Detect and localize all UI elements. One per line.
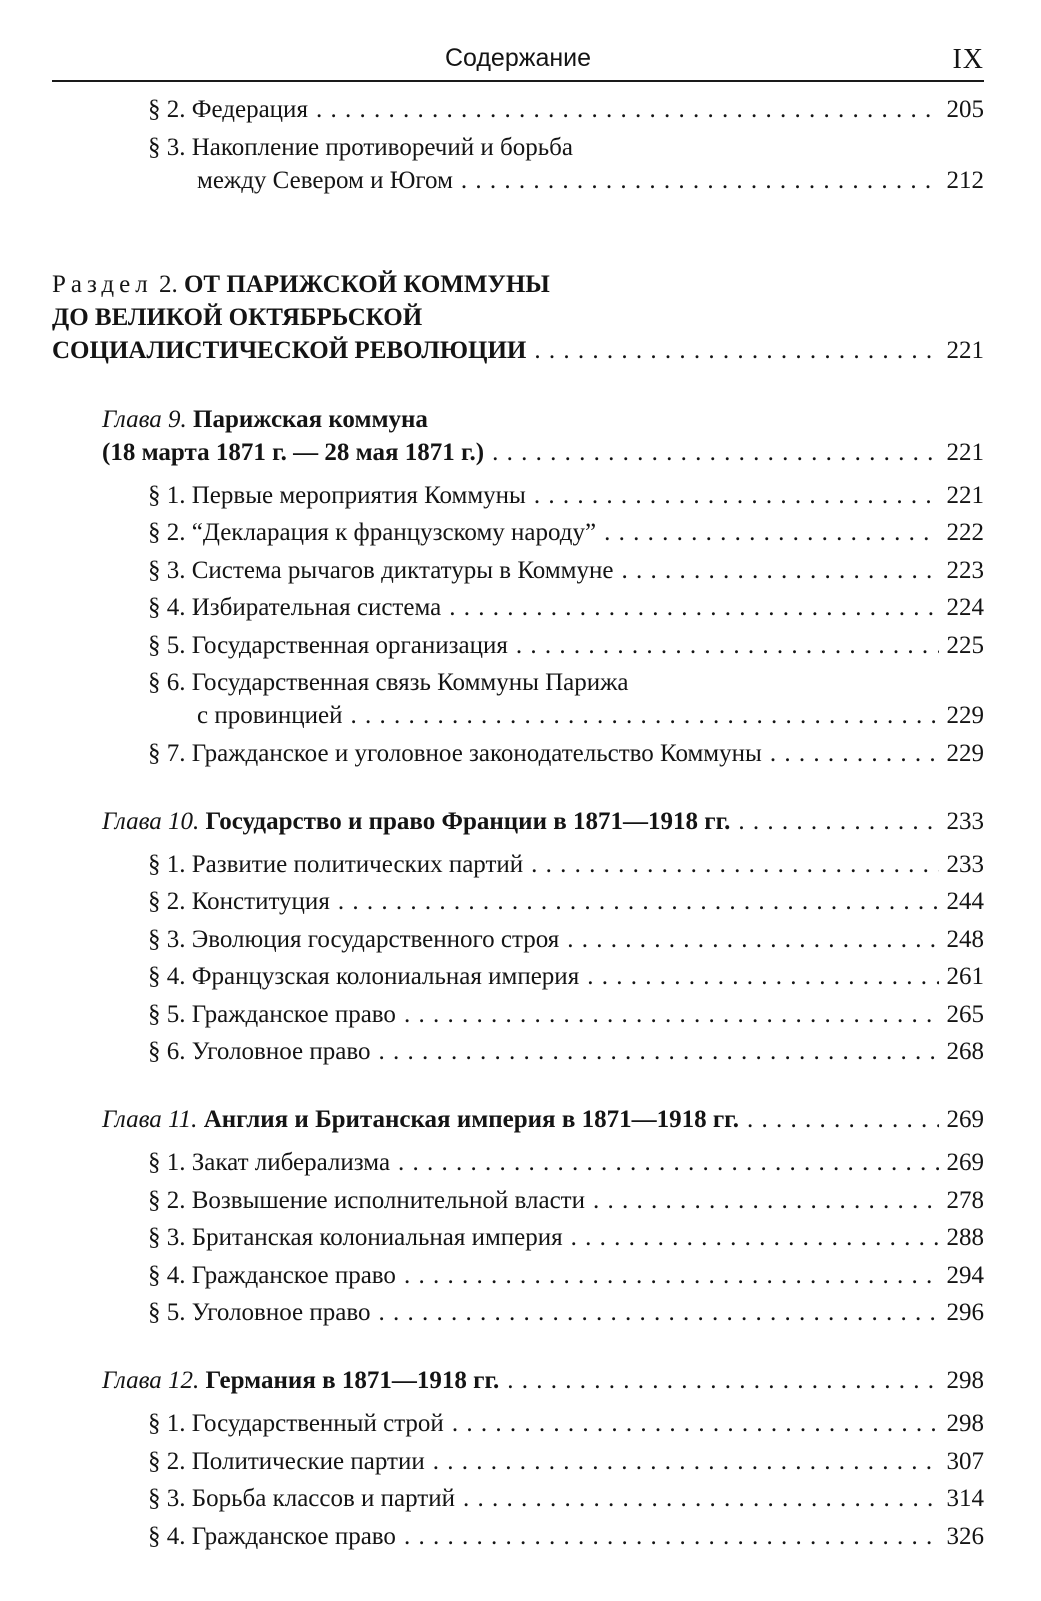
chapter-title: Государство и право Франции в 1871—1918 гг. [205,807,731,835]
toc-page-number: 244 [946,888,984,915]
dot-leader [571,1221,939,1254]
part-title-line3: СОЦИАЛИСТИЧЕСКОЙ РЕВОЛЮЦИИ [52,336,527,364]
toc-chapter-entry[interactable] [52,1364,984,1397]
toc-section-entry[interactable] [52,1296,984,1329]
part-prefix: Раздел [52,270,153,298]
toc-section-label: § 4. Избирательная система [148,594,442,621]
toc-part-entry[interactable] [52,268,984,367]
dot-leader [587,960,938,993]
dot-leader [621,554,938,587]
dot-leader [770,737,939,770]
toc-section-label: § 2. Конституция [148,888,330,915]
toc-section-label-continued: между Севером и Югом [197,166,453,194]
toc-section-label: § 2. Федерация [148,96,308,123]
dot-leader [398,1146,938,1179]
toc-page-number: 268 [946,1038,984,1065]
toc-section-label: § 1. Государственный строй [148,1410,444,1437]
dot-leader [404,1520,939,1553]
toc-page-number: 229 [946,739,984,767]
toc-page-number: 269 [946,1106,984,1133]
chapter-title: Германия в 1871—1918 гг. [205,1367,500,1394]
toc-page-number: 261 [946,963,984,990]
toc-section-label: § 4. Гражданское право [148,1522,396,1550]
toc-section-label: § 1. Закат либерализма [148,1149,391,1176]
dot-leader [378,1035,938,1068]
toc-section-entry[interactable] [52,591,984,624]
table-of-contents [52,93,984,1557]
dot-leader [404,998,939,1031]
dot-leader [316,93,939,126]
toc-page-number: 205 [946,96,984,123]
toc-page-number: 233 [946,850,984,878]
toc-section-entry[interactable] [52,629,984,662]
toc-section-entry[interactable] [52,1259,984,1292]
toc-section-entry[interactable] [52,1445,984,1478]
toc-section-entry[interactable] [52,1184,984,1217]
dot-leader [449,591,938,624]
toc-section-entry[interactable] [52,479,984,512]
toc-section-label: § 5. Государственная организация [148,631,508,659]
toc-section-label: § 3. Система рычагов диктатуры в Коммуне [148,556,614,584]
dot-leader [567,923,938,956]
dot-leader [433,1445,939,1478]
toc-section-label: § 1. Развитие политических партий [148,850,524,878]
toc-chapter-entry[interactable] [52,1103,984,1136]
toc-section-entry[interactable] [52,1520,984,1553]
toc-section-entry[interactable] [52,885,984,918]
toc-page-number: 229 [946,702,984,729]
chapter-prefix: Глава 12. [102,1367,200,1394]
toc-section-entry[interactable] [52,93,984,126]
dot-leader [378,1296,938,1329]
toc-section-entry[interactable] [52,998,984,1031]
dot-leader [516,629,939,662]
toc-section-entry[interactable] [52,1407,984,1440]
dot-leader [531,848,938,881]
toc-page-number: 248 [946,925,984,953]
toc-page-number: 221 [946,336,984,364]
dot-leader [404,1259,939,1292]
toc-page-number: 269 [946,1149,984,1176]
toc-page-number: 326 [946,1522,984,1550]
toc-section-entry[interactable] [52,737,984,770]
toc-page-number: 221 [946,481,984,509]
dot-leader [338,885,939,918]
toc-section-entry[interactable] [52,960,984,993]
dot-leader [738,805,938,838]
dot-leader [461,164,939,197]
toc-page-number: 298 [946,1367,984,1394]
toc-section-label: § 3. Борьба классов и партий [148,1485,455,1512]
toc-section-entry[interactable] [52,923,984,956]
toc-section-entry[interactable] [52,1146,984,1179]
toc-chapter-entry[interactable] [52,403,984,469]
chapter-title: Парижская коммуна [193,405,428,433]
toc-section-label: § 1. Первые мероприятия Коммуны [148,481,526,509]
dot-leader [747,1103,939,1136]
chapter-prefix: Глава 11. [102,1106,198,1133]
toc-page-number: 221 [946,438,984,466]
toc-section-label: § 2. “Декларация к французскому народу” [148,519,597,546]
page-number: IX [952,44,984,75]
dot-leader [492,436,938,469]
toc-section-label: § 6. Государственная связь Коммуны Парижа [148,669,629,696]
dot-leader [534,479,939,512]
toc-section-label: § 3. Накопление противоречий и борьба [148,133,573,161]
toc-section-label: § 7. Гражданское и уголовное законодательство Коммуны [148,739,762,767]
toc-page-number: 225 [946,631,984,659]
toc-section-entry[interactable] [52,516,984,549]
dot-leader [534,334,938,367]
toc-page-number: 212 [946,166,984,194]
page-header [52,40,984,82]
toc-section-entry[interactable] [52,666,984,732]
toc-section-entry[interactable] [52,554,984,587]
part-title-line2: ДО ВЕЛИКОЙ ОКТЯБРЬСКОЙ [52,303,423,331]
toc-page-number: 233 [946,807,984,835]
toc-section-label: § 3. Британская колониальная империя [148,1224,563,1251]
toc-page-number: 294 [946,1261,984,1289]
toc-section-entry[interactable] [52,131,984,197]
toc-page-number: 296 [946,1299,984,1326]
toc-page-number: 223 [946,556,984,584]
part-title-line1: ОТ ПАРИЖСКОЙ КОММУНЫ [183,270,550,298]
toc-section-label-continued: с провинцией [197,702,343,729]
toc-section-label: § 5. Гражданское право [148,1000,396,1028]
toc-page-number: 222 [946,519,984,546]
toc-section-entry[interactable] [52,848,984,881]
toc-section-label: § 6. Уголовное право [148,1038,371,1065]
toc-section-entry[interactable] [52,1035,984,1068]
toc-page-number: 224 [946,594,984,621]
toc-page-number: 298 [946,1410,984,1437]
dot-leader [604,516,938,549]
toc-section-label: § 4. Гражданское право [148,1261,396,1289]
chapter-title: Англия и Британская империя в 1871—1918 гг. [203,1106,739,1133]
dot-leader [351,699,939,732]
dot-leader [593,1184,939,1217]
toc-section-entry[interactable] [52,1221,984,1254]
chapter-title-continued: (18 марта 1871 г. — 28 мая 1871 г.) [102,438,485,466]
toc-page-number: 314 [946,1485,984,1512]
part-number: 2. [152,270,184,298]
toc-chapter-entry[interactable] [52,805,984,838]
toc-page-number: 265 [946,1000,984,1028]
toc-section-entry[interactable] [52,1482,984,1515]
running-title: Содержание [444,44,592,72]
toc-section-label: § 5. Уголовное право [148,1299,371,1326]
toc-page-number: 288 [946,1224,984,1251]
dot-leader [452,1407,939,1440]
chapter-prefix: Глава 9. [102,405,187,433]
toc-section-label: § 3. Эволюция государственного строя [148,925,560,953]
toc-section-label: § 2. Возвышение исполнительной власти [148,1186,585,1214]
toc-page-number: 307 [946,1447,984,1475]
dot-leader [463,1482,939,1515]
toc-section-label: § 4. Французская колониальная империя [148,963,580,990]
dot-leader [507,1364,938,1397]
toc-page-number: 278 [946,1186,984,1214]
chapter-prefix: Глава 10. [102,807,200,835]
toc-section-label: § 2. Политические партии [148,1447,425,1475]
